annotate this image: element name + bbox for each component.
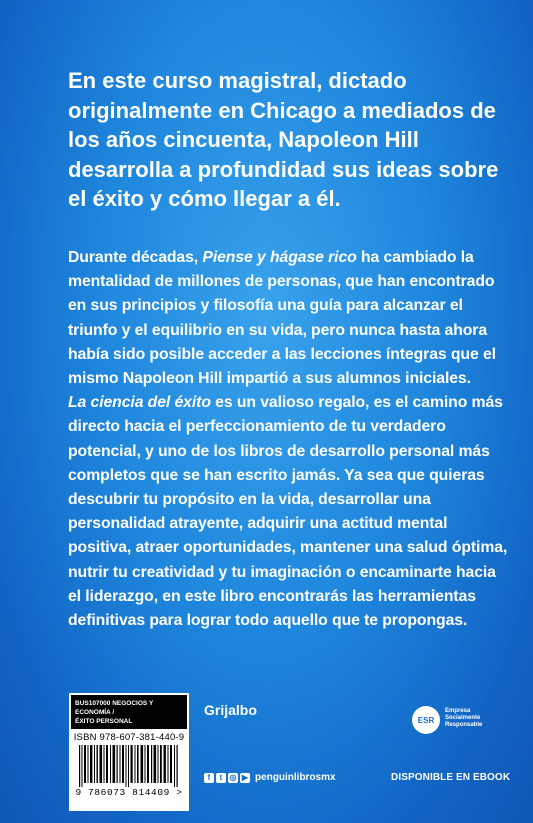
facebook-icon: f — [204, 773, 214, 783]
esr-line-3: Responsable — [445, 722, 483, 728]
p1-rest: ha cambiado la mentalidad de millones de personas, que han encontrado en sus principios y filosofía una guía para alcanzar el triunfo y el equilibrio en su vida, pero nunca hasta ahora había sido posible acceder a las lecciones íntegras que el mismo Napoleon Hill impartió a sus alumnos iniciales. — [68, 249, 496, 388]
instagram-icon: ◎ — [229, 773, 237, 782]
esr-caption — [445, 708, 482, 729]
isbn-text: ISBN 978-607-381-440-9 — [73, 732, 185, 743]
barcode-number: 9 786073 814409 > — [75, 787, 183, 798]
book-title-piense: Piense y hágase rico — [202, 249, 357, 266]
barcode-panel — [69, 693, 189, 811]
esr-line-1: Empresa — [445, 708, 471, 714]
barcode-bars — [77, 745, 181, 787]
lead-paragraph: En este curso magistral, dictado originalmente en Chicago a mediados de los años cincuenta, Napoleon Hill desarrolla a profundidad sus ideas sobre el éxito y cómo llegar a él. — [68, 68, 499, 211]
bisac-line-1: BUS107000 NEGOCIOS Y ECONOMÍA / — [75, 700, 154, 716]
publisher-logo: Grijalbo — [204, 702, 257, 718]
p1-intro: Durante décadas, — [68, 249, 203, 266]
description-text — [68, 246, 513, 633]
esr-line-2: Socialmente — [445, 715, 481, 721]
twitter-icon: t — [216, 773, 226, 783]
youtube-icon: ▶ — [241, 773, 249, 782]
social-row — [204, 772, 336, 783]
social-handle: penguinlibrosmx — [255, 772, 336, 783]
bisac-line-2: ÉXITO PERSONAL — [75, 718, 133, 725]
ebook-notice: DISPONIBLE EN EBOOK — [391, 772, 511, 783]
bisac-label — [71, 695, 187, 729]
esr-badge: ESR — [412, 706, 440, 734]
esr-logo — [412, 706, 512, 740]
book-title-ciencia: La ciencia del éxito — [68, 394, 211, 412]
p2-rest: es un valioso regalo, es el camino más directo hacia el perfeccionamiento de tu verdadero potencial, y uno de los libros de desarrollo personal más completos que se han escrito jamás. Ya sea que quieras descubrir tu propósito en la vida, desarrollar una personalidad atrayente, adquirir una actitud mental positiva, atraer oportunidades, mantener una salud óptima, nutrir tu creatividad y tu imaginación o encaminarte hacia el liderazgo, en este libro encontrarás las herramientas definitivas para lograr todo aquello que te propongas. — [68, 394, 508, 630]
